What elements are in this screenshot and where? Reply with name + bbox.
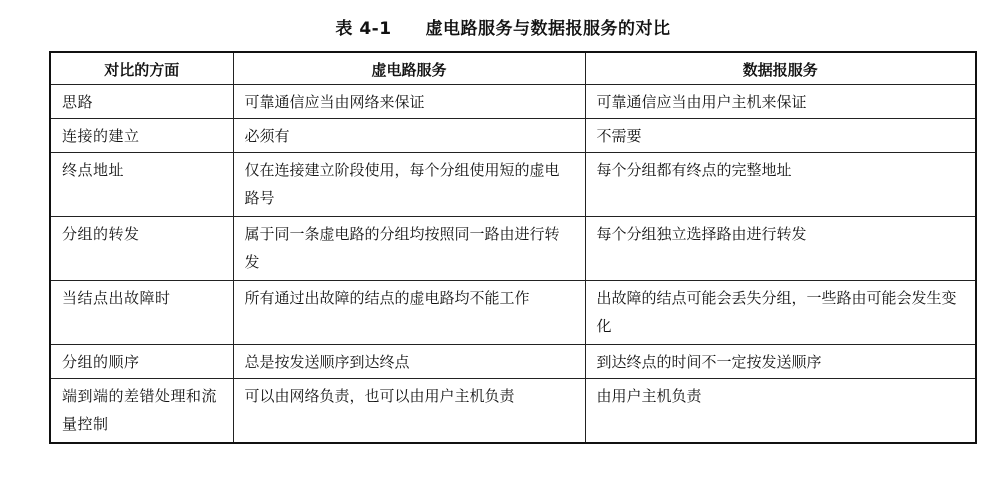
table-row: [50, 153, 976, 217]
table-row: [50, 217, 976, 281]
header-aspect: 对比的方面: [50, 52, 233, 85]
table-row: [50, 85, 976, 119]
table-caption: [0, 14, 1006, 39]
table-number: 表 4-1: [335, 19, 392, 39]
header-virtual-circuit: 虚电路服务: [233, 52, 585, 85]
row-datagram-cell: 每个分组都有终点的完整地址: [585, 153, 976, 217]
row-aspect-cell: 思路: [50, 85, 233, 119]
row-virtual-circuit-cell: 必须有: [233, 119, 585, 153]
table-row: [50, 345, 976, 379]
row-virtual-circuit-cell: 属于同一条虚电路的分组均按照同一路由进行转发: [233, 217, 585, 281]
table-row: [50, 379, 976, 443]
row-datagram-cell: 每个分组独立选择路由进行转发: [585, 217, 976, 281]
row-datagram-cell: 可靠通信应当由用户主机来保证: [585, 85, 976, 119]
row-virtual-circuit-cell: 仅在连接建立阶段使用，每个分组使用短的虚电路号: [233, 153, 585, 217]
row-datagram-cell: 由用户主机负责: [585, 379, 976, 443]
row-virtual-circuit-cell: 可以由网络负责，也可以由用户主机负责: [233, 379, 585, 443]
table-row: [50, 281, 976, 345]
row-aspect-cell: 连接的建立: [50, 119, 233, 153]
row-datagram-cell: 出故障的结点可能会丢失分组，一些路由可能会发生变化: [585, 281, 976, 345]
table-row: [50, 119, 976, 153]
row-aspect-cell: 端到端的差错处理和流量控制: [50, 379, 233, 443]
comparison-table: [49, 51, 977, 444]
row-aspect-cell: 分组的顺序: [50, 345, 233, 379]
table-header-row: [50, 52, 976, 85]
row-aspect-cell: 当结点出故障时: [50, 281, 233, 345]
table-title: 虚电路服务与数据报服务的对比: [425, 19, 671, 39]
row-aspect-cell: 分组的转发: [50, 217, 233, 281]
row-virtual-circuit-cell: 总是按发送顺序到达终点: [233, 345, 585, 379]
row-aspect-cell: 终点地址: [50, 153, 233, 217]
row-datagram-cell: 不需要: [585, 119, 976, 153]
row-datagram-cell: 到达终点的时间不一定按发送顺序: [585, 345, 976, 379]
header-datagram: 数据报服务: [585, 52, 976, 85]
row-virtual-circuit-cell: 可靠通信应当由网络来保证: [233, 85, 585, 119]
row-virtual-circuit-cell: 所有通过出故障的结点的虚电路均不能工作: [233, 281, 585, 345]
